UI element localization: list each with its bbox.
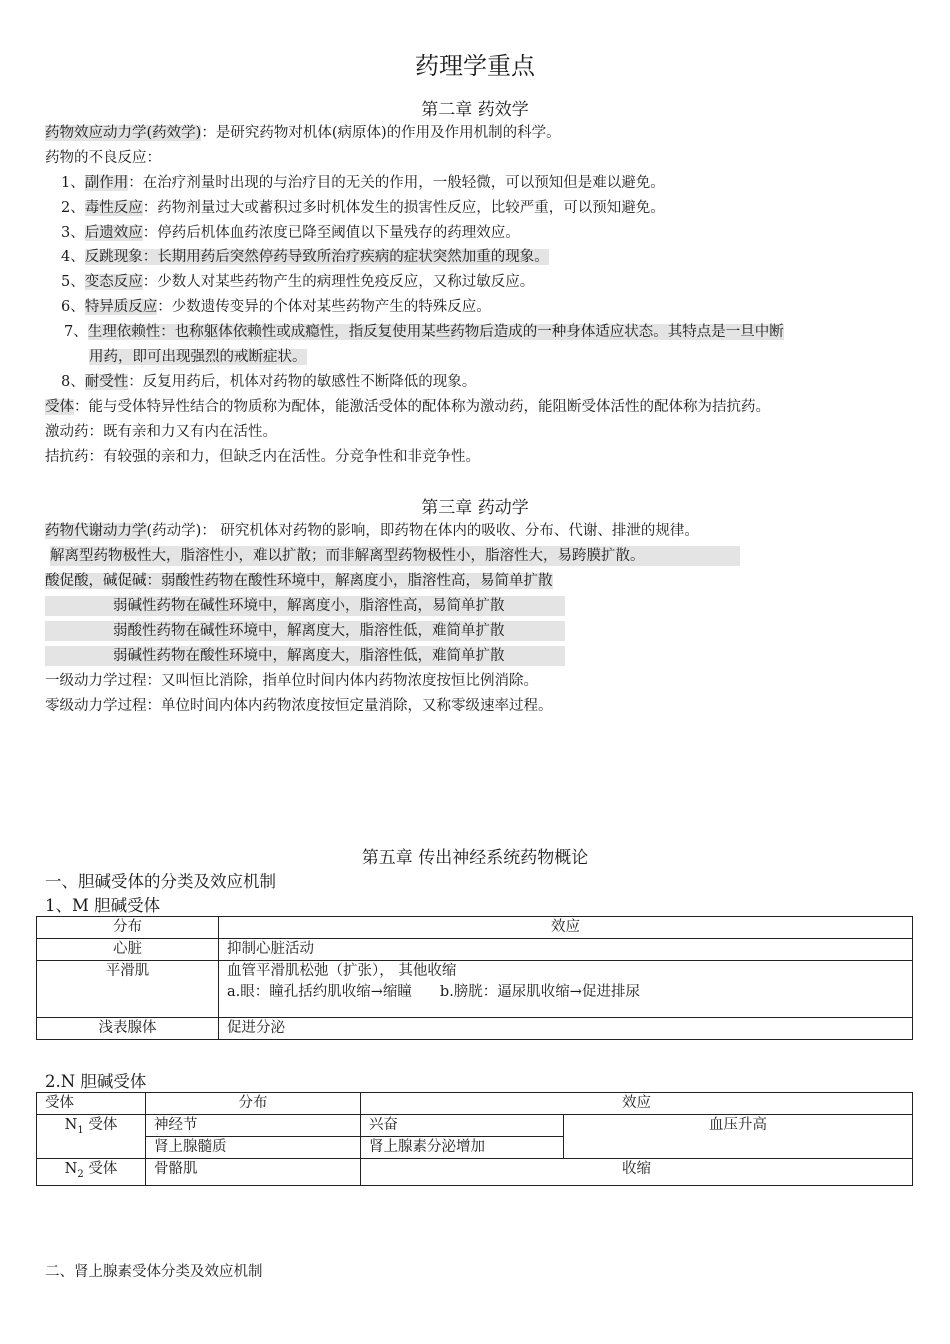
adverse-term: 生理依赖性 — [87, 324, 161, 340]
table-cell: 抑制心脏活动 — [219, 939, 913, 961]
pharmacokinetics-definition: 药物代谢动力学(药动学)： 研究机体对药物的影响，即药物在体内的吸收、分布、代谢、排泄的规律。 — [45, 523, 699, 539]
adverse-item: 7、生理依赖性：也称躯体依赖性或成瘾性，指反复使用某些药物后造成的一种身体适应状态。其特点是一旦中断 — [64, 324, 784, 340]
table-header-cell: 效应 — [219, 917, 913, 939]
receptor-definition: 受体：能与受体特异性结合的物质称为配体，能激活受体的配体称为激动药，能阻断受体活性的配体称为拮抗药。 — [45, 399, 770, 415]
table-cell: $N_1$ 受体 — [37, 1115, 146, 1159]
adverse-item: 3、后遗效应：停药后机体血药浓度已降至阈值以下量残存的药理效应。 — [61, 225, 520, 241]
table-cell: 浅表腺体 — [37, 1018, 219, 1040]
table-cell: $N_2$ 受体 — [37, 1159, 146, 1186]
table-row — [37, 1115, 913, 1137]
table-row — [37, 1018, 913, 1040]
acid-base-line: 弱碱性药物在碱性环境中，解离度小，脂溶性高，易简单扩散 — [45, 596, 565, 616]
table-cell: 血压升高 — [564, 1115, 913, 1159]
adverse-term: 耐受性 — [84, 374, 129, 390]
table-row — [37, 961, 913, 1018]
zero-order-kinetics: 零级动力学过程：单位时间内体内药物浓度按恒定量消除，又称零级速率过程。 — [45, 698, 553, 714]
table-header-cell: 受体 — [37, 1093, 146, 1115]
table-cell: 血管平滑肌松弛（扩张）， 其他收缩 a.眼：瞳孔括约肌收缩→缩瞳 b.膀胱：逼尿肌收缩→促进排尿 — [219, 961, 913, 1018]
table-cell: 收缩 — [361, 1159, 913, 1186]
adverse-term: 特异质反应 — [84, 299, 158, 315]
n-receptor-table — [36, 1092, 913, 1186]
acid-base-line: 弱碱性药物在酸性环境中，解离度大，脂溶性低，难简单扩散 — [45, 646, 565, 666]
receptor-term: 受体 — [45, 399, 74, 415]
adverse-item: 2、毒性反应：药物剂量过大或蓄积过多时机体发生的损害性反应，比较严重，可以预知避免。 — [61, 200, 665, 216]
adverse-term: 毒性反应 — [84, 200, 143, 216]
table-cell: 肾上腺素分泌增加 — [361, 1137, 564, 1159]
adverse-item: 5、变态反应：少数人对某些药物产生的病理性免疫反应，又称过敏反应。 — [61, 274, 535, 290]
adverse-term: 副作用 — [84, 175, 129, 191]
chapter-5-title: 第五章 传出神经系统药物概论 — [361, 848, 589, 868]
adverse-item: 4、反跳现象：长期用药后突然停药导致所治疗疾病的症状突然加重的现象。 — [61, 249, 549, 265]
adverse-term: 反跳现象 — [84, 249, 143, 265]
table-cell: 促进分泌 — [219, 1018, 913, 1040]
table-cell: 神经节 — [146, 1115, 361, 1137]
table-header-row — [37, 917, 913, 939]
adverse-term: 后遗效应 — [84, 225, 143, 241]
adverse-item-continuation: 用药，即可出现强烈的戒断症状。 — [89, 349, 307, 365]
adverse-item: 8、耐受性：反复用药后，机体对药物的敏感性不断降低的现象。 — [61, 374, 477, 390]
chapter-3-title: 第三章 药动学 — [421, 498, 529, 518]
antagonist-definition: 拮抗药：有较强的亲和力，但缺乏内在活性。分竞争性和非竞争性。 — [45, 449, 480, 465]
table-header-cell: 分布 — [146, 1093, 361, 1115]
adverse-term: 变态反应 — [84, 274, 143, 290]
m-receptor-heading: 1、M 胆碱受体 — [45, 896, 161, 915]
table-cell: 心脏 — [37, 939, 219, 961]
table-header-row — [37, 1093, 913, 1115]
table-header-cell: 分布 — [37, 917, 219, 939]
agonist-definition: 激动药：既有亲和力又有内在活性。 — [45, 424, 277, 440]
ionization-note: 解离型药物极性大，脂溶性小，难以扩散；而非解离型药物极性小，脂溶性大，易跨膜扩散。 — [50, 546, 740, 566]
definition-text: ：是研究药物对机体(病原体)的作用及作用机制的科学。 — [201, 125, 561, 141]
table-cell: 骨骼肌 — [146, 1159, 361, 1186]
chapter-2-title: 第二章 药效学 — [421, 100, 529, 120]
table-row — [37, 939, 913, 961]
pharmacodynamics-definition — [45, 123, 561, 143]
acid-base-rule: 酸促酸，碱促碱：弱酸性药物在酸性环境中，解离度小，脂溶性高，易简单扩散 — [45, 573, 553, 589]
table-cell: 平滑肌 — [37, 961, 219, 1018]
table-cell: 兴奋 — [361, 1115, 564, 1137]
definition-term: 药物代谢动力学 — [45, 523, 147, 539]
m-receptor-table — [36, 916, 913, 1040]
section-heading: 二、肾上腺素受体分类及效应机制 — [45, 1264, 263, 1280]
n-receptor-heading: 2.N 胆碱受体 — [45, 1072, 147, 1091]
section-heading: 一、胆碱受体的分类及效应机制 — [45, 872, 276, 891]
table-header-cell: 效应 — [361, 1093, 913, 1115]
page-title: 药理学重点 — [415, 52, 535, 80]
table-cell: 肾上腺髓质 — [146, 1137, 361, 1159]
first-order-kinetics: 一级动力学过程：又叫恒比消除，指单位时间内体内药物浓度按恒比例消除。 — [45, 673, 538, 689]
acid-base-line: 弱酸性药物在碱性环境中，解离度大，脂溶性低，难简单扩散 — [45, 621, 565, 641]
adverse-item: 1、副作用：在治疗剂量时出现的与治疗目的无关的作用，一般轻微，可以预知但是难以避免。 — [61, 175, 665, 191]
table-row — [37, 1159, 913, 1186]
adverse-heading: 药物的不良反应： — [45, 150, 161, 166]
definition-term: 药物效应动力学(药效学) — [45, 125, 202, 141]
adverse-item: 6、特异质反应：少数遗传变异的个体对某些药物产生的特殊反应。 — [61, 299, 491, 315]
